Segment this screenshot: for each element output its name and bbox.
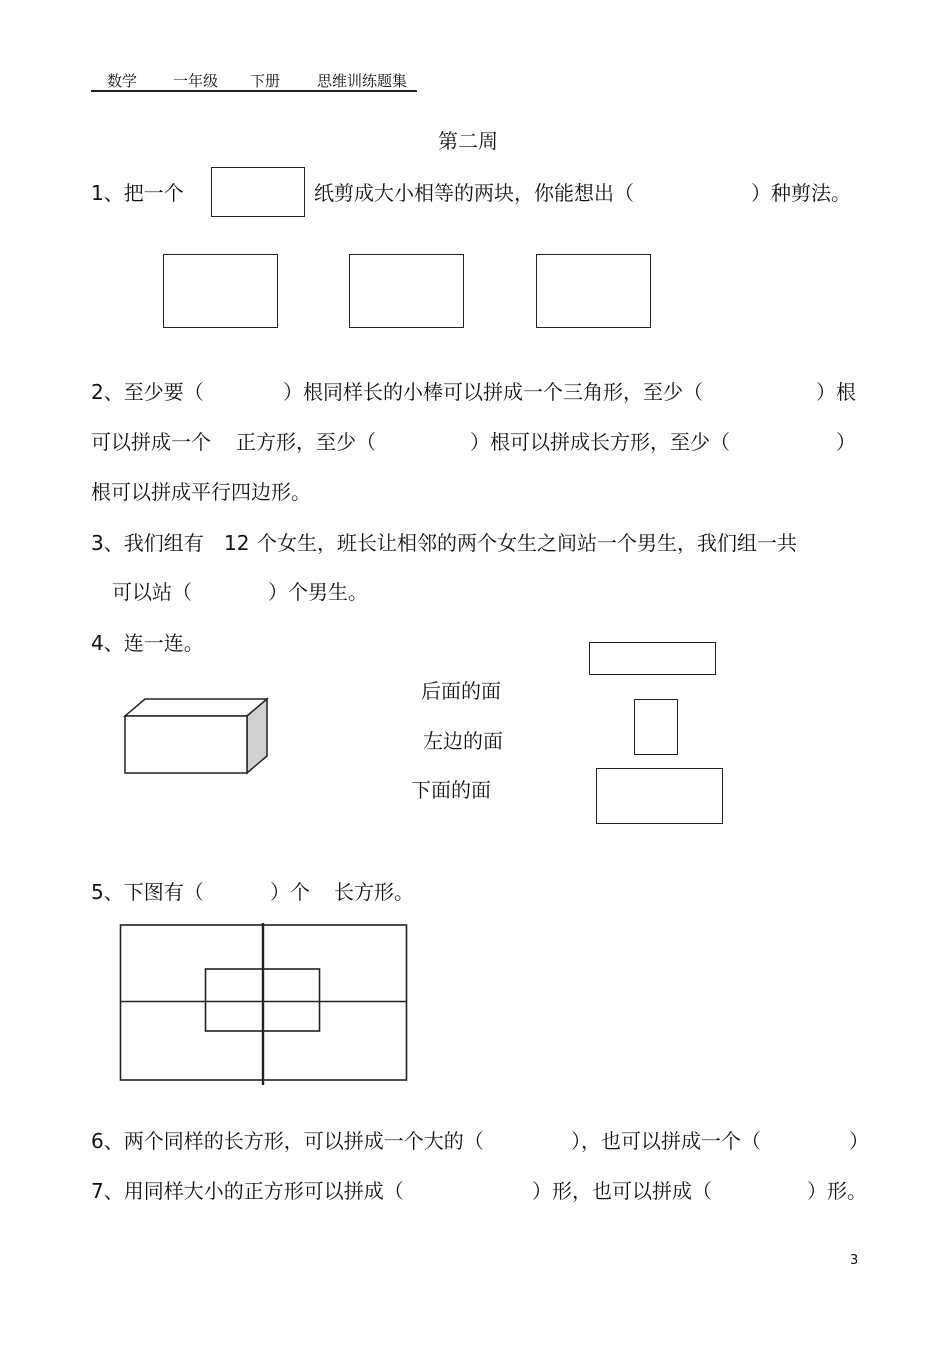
q5-c: 长方形。 [334,880,414,904]
q2-line1-c: ）根 [816,380,856,404]
q4-label-bottom: 下面的面 [411,778,491,802]
q5-b: ）个 [270,880,310,904]
q6-a: 6、两个同样的长方形，可以拼成一个大的（ [91,1129,484,1153]
q3-line2-a: 可以站（ [112,580,192,604]
q4-face-large [596,768,723,824]
q1-middle: 纸剪成大小相等的两块，你能想出（ [314,181,634,205]
q1-suffix: ）种剪法。 [751,181,851,205]
cuboid-figure [120,694,272,778]
q6-c: ） [849,1129,869,1153]
q2-line2-b: 正方形，至少（ [236,430,376,454]
q4-label-left: 左边的面 [423,729,503,753]
q4-label-back: 后面的面 [421,679,501,703]
page-title: 第二周 [438,129,498,153]
q7-c: ）形。 [807,1179,867,1203]
q2-line1-b: ）根同样长的小棒可以拼成一个三角形，至少（ [283,380,703,404]
q1-prefix: 1、把一个 [91,181,184,205]
q6-b: ），也可以拼成一个（ [571,1129,761,1153]
page-number: 3 [850,1253,859,1268]
q4-face-tall [634,699,678,755]
q5-a: 5、下图有（ [91,880,204,904]
q7-b: ）形，也可以拼成（ [532,1179,712,1203]
cuboid-top-face [125,699,267,716]
q1-answer-rectangle [163,254,278,328]
q3-line2-b: ）个男生。 [268,580,368,604]
q1-answer-rectangle [536,254,651,328]
header-grade: 一年级 [173,72,219,90]
header-volume: 下册 [250,72,281,90]
q2-line3: 根可以拼成平行四边形。 [91,480,311,504]
q4-title: 4、连一连。 [91,631,204,655]
q3-line1-a: 3、我们组有 [91,531,204,555]
q3-line1-b: 个女生，班长让相邻的两个女生之间站一个男生，我们组一共 [257,531,797,555]
q2-line2-a: 可以拼成一个 [91,430,211,454]
rectangle-count-figure [118,922,410,1088]
q3-number: 12 [224,531,250,555]
q1-answer-rectangle [349,254,464,328]
header-underline [91,90,417,92]
q2-line2-c: ）根可以拼成长方形，至少（ [470,430,730,454]
q1-paper-rectangle [211,167,305,217]
cuboid-front-face [125,716,247,773]
header-book: 思维训练题集 [317,72,408,90]
header-subject: 数学 [107,72,138,90]
q2-line2-d: ） [836,430,856,454]
q7-a: 7、用同样大小的正方形可以拼成（ [91,1179,404,1203]
q4-face-wide [589,642,716,675]
q2-line1-a: 2、至少要（ [91,380,204,404]
